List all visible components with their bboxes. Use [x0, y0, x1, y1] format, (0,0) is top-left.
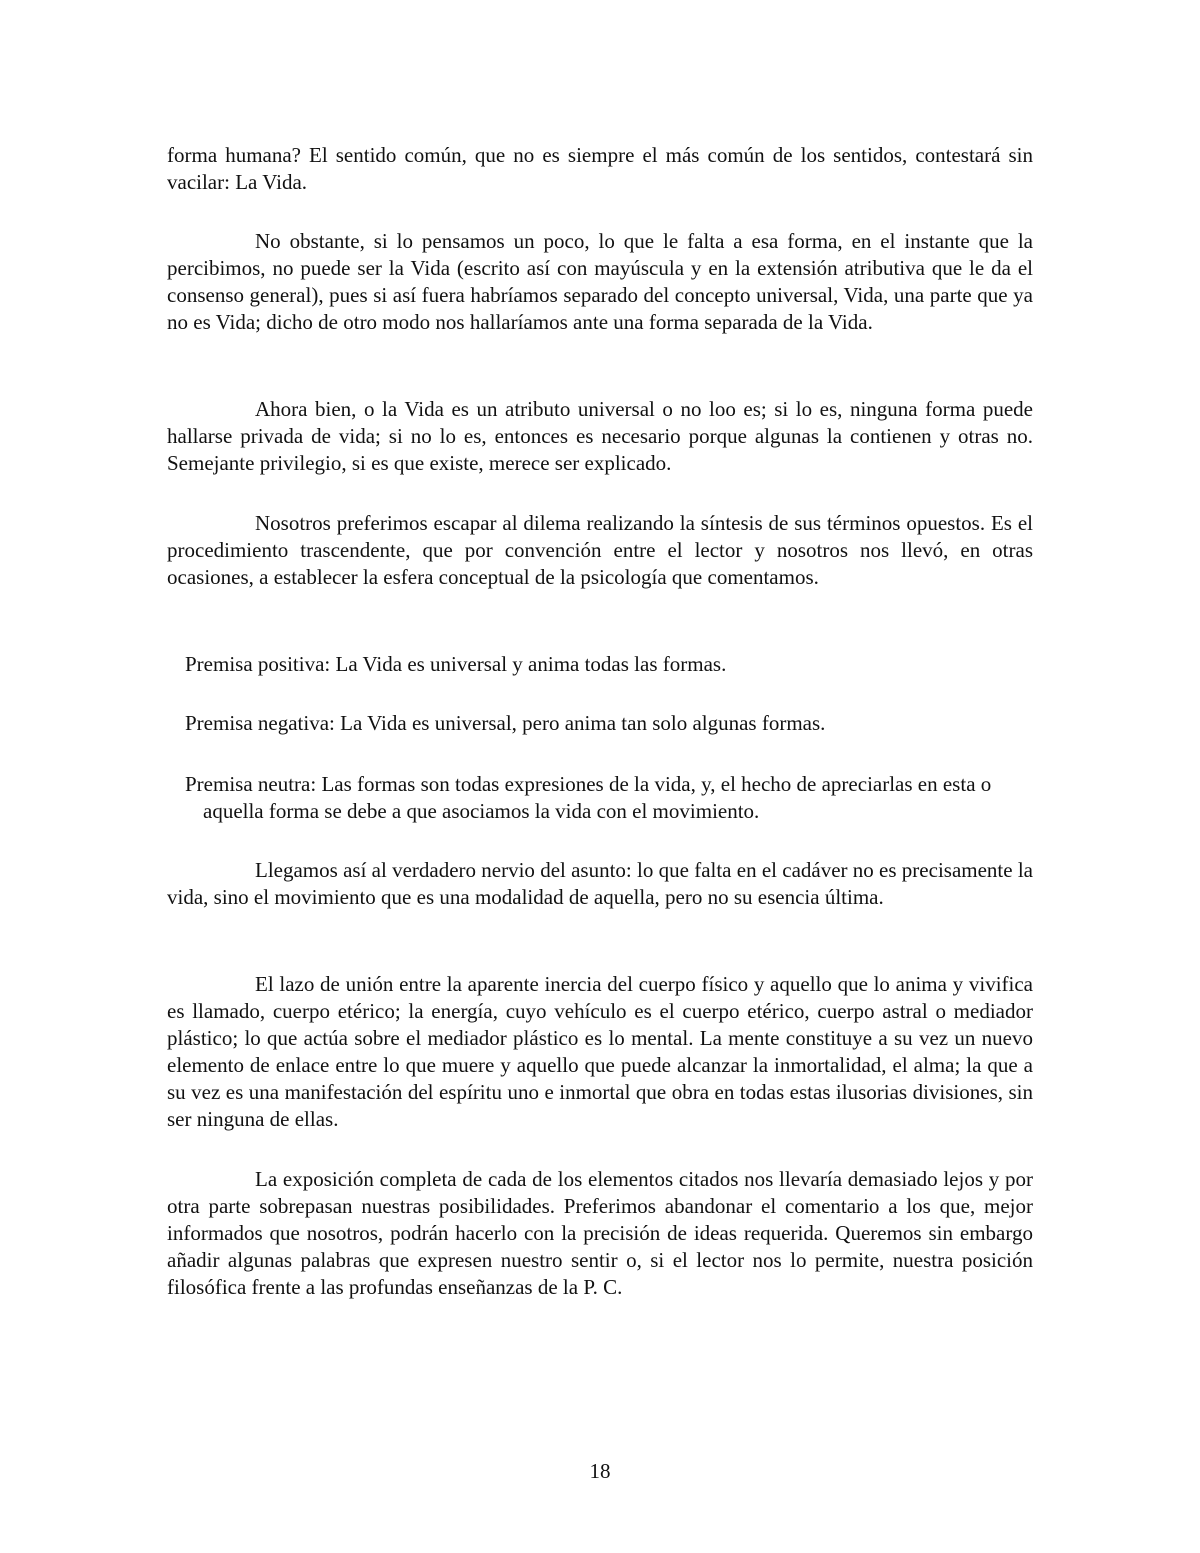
paragraph-movement: Llegamos así al verdadero nervio del asunto: lo que falta en el cadáver no es precisamente la vida, sino el movimiento que es una modalidad de aquella, pero no su esencia última.	[167, 858, 1033, 909]
premise-neutral: Premisa neutra: Las formas son todas expresiones de la vida, y, el hecho de apreciarlas en esta o aquella forma se debe a que asociamos la vida con el movimiento.	[185, 772, 992, 823]
paragraph-life-absence: No obstante, si lo pensamos un poco, lo que le falta a esa forma, en el instante que la percibimos, no puede ser la Vida (escrito así con mayúscula y en la extensión atributiva que le da el consenso general), pues si así fuera habríamos separado del concepto universal, Vida, una parte que ya no es Vida; dicho de otro modo nos hallaríamos ante una forma separada de la Vida.	[167, 229, 1033, 334]
paragraph-exposition: La exposición completa de cada de los elementos citados nos llevaría demasiado lejos y por otra parte sobrepasan nuestras posibilidades. Preferimos abandonar el comentario a los que, mejor informados que nosotros, podrán hacerlo con la precisión de ideas requerida. Queremos sin embargo añadir algunas palabras que expresen nuestro sentir o, si el lector nos lo permite, nuestra posición filosófica frente a las profundas enseñanzas de la P. C.	[167, 1167, 1033, 1299]
premise-negative: Premisa negativa: La Vida es universal, pero anima tan solo algunas formas.	[185, 711, 826, 735]
paragraph-synthesis: Nosotros preferimos escapar al dilema realizando la síntesis de sus términos opuestos. Es el procedimiento trascendente, que por convención entre el lector y nosotros nos llevó, en otras ocasiones, a establecer la esfera conceptual de la psicología que comentamos.	[167, 511, 1033, 589]
page-number: 18	[589, 1459, 611, 1483]
paragraph-universal-attribute: Ahora bien, o la Vida es un atributo universal o no loo es; si lo es, ninguna forma puede hallarse privada de vida; si no lo es, entonces es necesario porque algunas la contienen y otras no. Semejante privilegio, si es que existe, merece ser explicado.	[167, 397, 1033, 475]
paragraph-continuation: forma humana? El sentido común, que no es siempre el más común de los sentidos, contestará sin vacilar: La Vida.	[167, 143, 1033, 194]
paragraph-etheric-body: El lazo de unión entre la aparente inercia del cuerpo físico y aquello que lo anima y vivifica es llamado, cuerpo etérico; la energía, cuyo vehículo es el cuerpo etérico, cuerpo astral o mediador plástico; lo que actúa sobre el mediador plástico es lo mental. La mente constituye a su vez un nuevo elemento de enlace entre lo que muere y aquello que puede alcanzar la inmortalidad, el alma; la que a su vez es una manifestación del espíritu uno e inmortal que obra en todas estas ilusorias divisiones, sin ser ninguna de ellas.	[167, 972, 1033, 1131]
premise-positive: Premisa positiva: La Vida es universal y anima todas las formas.	[185, 652, 727, 676]
